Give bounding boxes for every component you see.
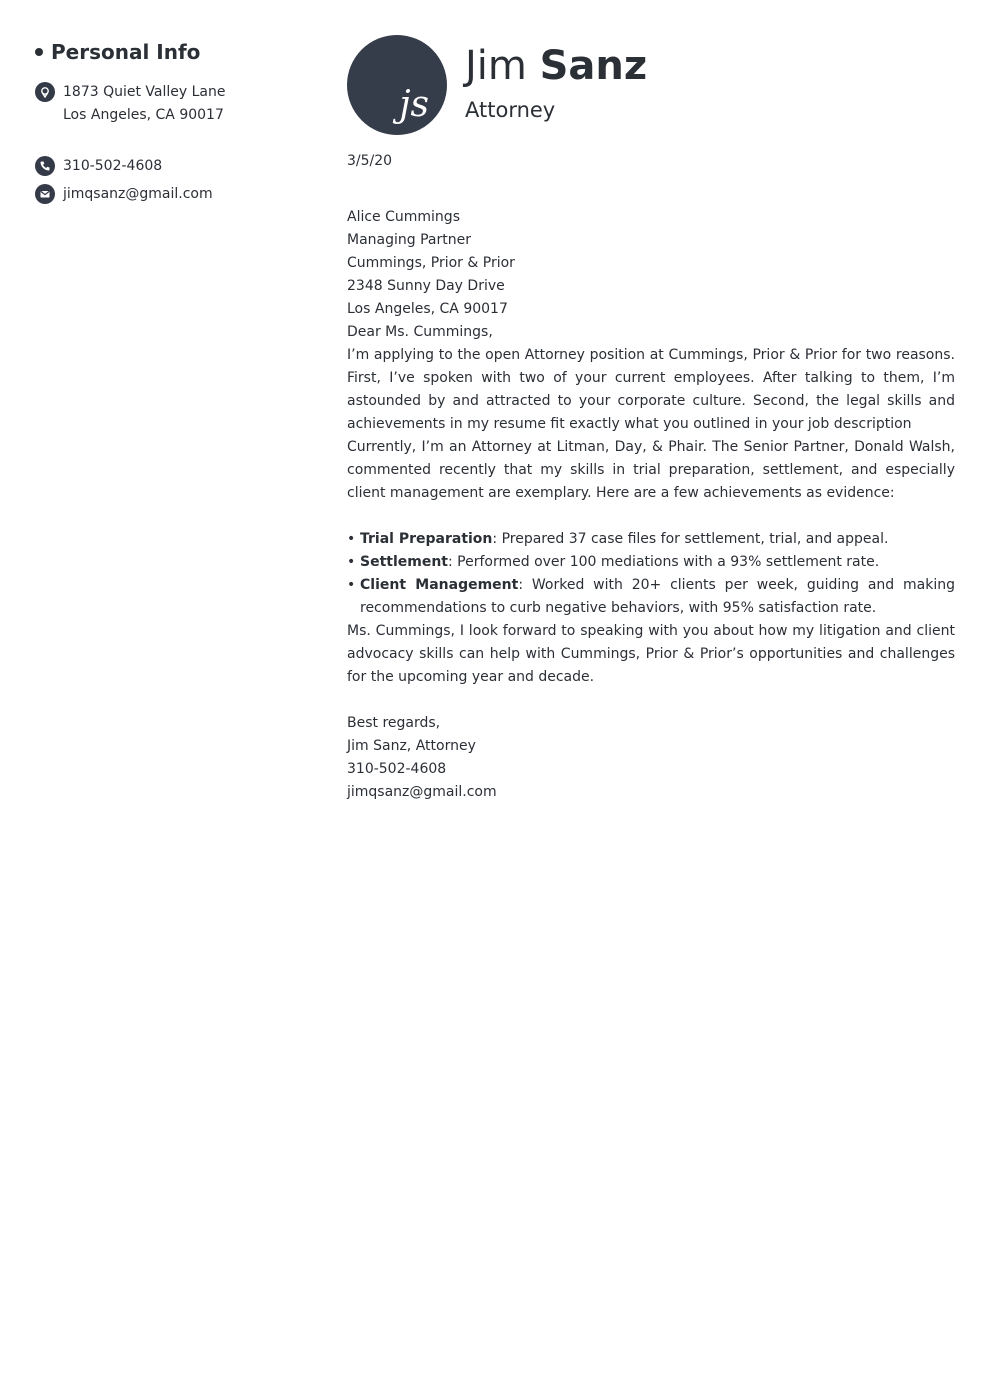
personal-info-heading-text: Personal Info	[51, 40, 201, 64]
paragraph-intro: I’m applying to the open Attorney position at Cummings, Prior & Prior for two reasons. First, I’ve spoken with two of your current employees. After talking to them, I’m astounded by and attracted to your corporate culture. Second, the legal skills and achievements in my resume fit exactly what you outlined in your job description	[347, 347, 955, 432]
achievement-text: : Worked with 20+ clients per week, guiding and making recommendations to curb negative behaviors, with 95% satisfaction rate.	[360, 577, 956, 616]
location-pin-icon	[35, 82, 55, 102]
contact-email	[35, 183, 295, 206]
list-item	[347, 551, 955, 574]
recipient-company: Cummings, Prior & Prior	[347, 255, 515, 271]
first-name: Jim	[465, 43, 527, 89]
heading-bullet-icon	[35, 48, 43, 56]
monogram-avatar	[347, 35, 447, 135]
monogram-initials: js	[399, 84, 429, 125]
paragraph-closing: Ms. Cummings, I look forward to speaking with you about how my litigation and client advocacy skills can help with Cummings, Prior & Prior’s opportunities and challenges for the upcoming year and decade.	[347, 623, 955, 685]
address-line-2: Los Angeles, CA 90017	[63, 107, 224, 123]
list-item	[347, 528, 955, 551]
salutation: Dear Ms. Cummings,	[347, 324, 493, 340]
signoff-block	[347, 712, 955, 804]
closing-phrase: Best regards,	[347, 715, 441, 731]
achievement-text: : Performed over 100 mediations with a 93% settlement rate.	[448, 554, 880, 570]
recipient-block	[347, 206, 955, 321]
achievement-text: : Prepared 37 case files for settlement, trial, and appeal.	[492, 531, 889, 547]
personal-info-heading	[35, 38, 295, 66]
contact-phone	[35, 155, 295, 178]
cover-letter-body	[347, 150, 955, 804]
signature-email: jimqsanz@gmail.com	[347, 784, 497, 800]
achievement-label: Settlement	[360, 554, 448, 570]
applicant-name	[465, 40, 647, 92]
recipient-city: Los Angeles, CA 90017	[347, 301, 508, 317]
email-icon	[35, 184, 55, 204]
sidebar-personal-info	[35, 38, 295, 206]
phone-icon	[35, 156, 55, 176]
email-address: jimqsanz@gmail.com	[63, 186, 213, 202]
contact-address	[35, 81, 295, 127]
recipient-title: Managing Partner	[347, 232, 471, 248]
recipient-street: 2348 Sunny Day Drive	[347, 278, 505, 294]
paragraph-current-role: Currently, I’m an Attorney at Litman, Day, & Phair. The Senior Partner, Donald Walsh, commented recently that my skills in trial preparation, settlement, and especially client management are exemplary. Here are a few achievements as evidence:	[347, 439, 955, 501]
phone-number: 310-502-4608	[63, 158, 163, 174]
recipient-name: Alice Cummings	[347, 209, 460, 225]
list-item	[347, 574, 955, 620]
address-line-1: 1873 Quiet Valley Lane	[63, 84, 226, 100]
achievement-label: Client Management	[360, 577, 519, 593]
last-name: Sanz	[539, 43, 648, 89]
job-title: Attorney	[465, 98, 556, 122]
signature-phone: 310-502-4608	[347, 761, 447, 777]
letter-date: 3/5/20	[347, 153, 393, 169]
signature-name: Jim Sanz, Attorney	[347, 738, 476, 754]
achievement-label: Trial Preparation	[360, 531, 493, 547]
achievements-list	[347, 528, 955, 620]
